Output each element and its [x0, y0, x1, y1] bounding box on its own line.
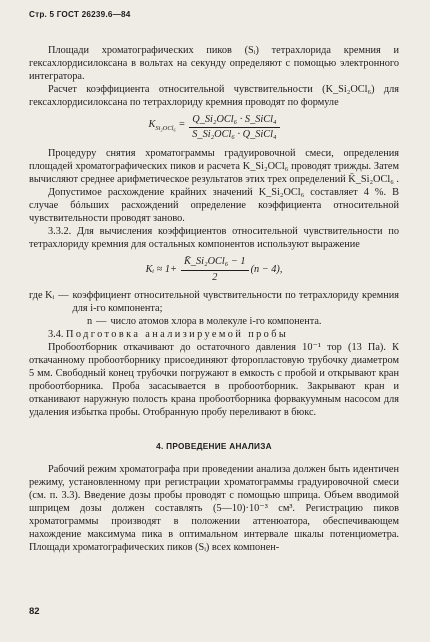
section-4-heading: 4. ПРОВЕДЕНИЕ АНАЛИЗА: [156, 442, 272, 452]
formula-component-coefficient: [29, 256, 399, 285]
paragraph-triple-procedure: Процедуру снятия хроматограммы градуировочной смеси, определения площадей хроматографических пиков и расчета K_Si₂OCl₆ проводят трижды. Затем вычисляют среднее арифметическое результатов этих трех определений K̄_Si₂OCl₆ .: [29, 148, 399, 186]
formula1-fraction: [189, 114, 279, 143]
subsection-3-4-number: 3.4.: [48, 329, 64, 341]
subsection-3-4-title: Подготовка анализируемой пробы: [66, 329, 289, 341]
formula2-denominator: 2: [212, 271, 218, 283]
formula2-numerator: K̄_Si₂OCl₆ − 1: [181, 256, 249, 271]
formula1-numerator: Q_Si₂OCl₆ · S_SiCl₄: [189, 114, 279, 129]
formula1-lhs: $K_{Si_2OCl_6}$ =: [148, 119, 186, 133]
paragraph-3-3-2: 3.3.2. Для вычисления коэффициентов относительной чувствительности по тетрахлориду кремния для остальных компонентов используют выражение: [29, 225, 399, 250]
formula-sensitivity-coefficient: [29, 114, 399, 143]
definition-n: [29, 316, 399, 329]
page-number: 82: [29, 606, 40, 617]
paragraph-analysis-mode: Рабочий режим хроматографа при проведении анализа должен быть идентичен режиму, установленному при регистрации хроматограммы градуировочной смеси (см. п. 3.3). Введение дозы пробы проводят с помощью шприца. Объем вводимой шприцем дозы должен составлять (5—10)·10⁻³ см³. Регистрацию пиков хроматограммы производят в положении аттенюатора, обеспечивающем нахождение максимума пика в оптимальном интервале шкалы потенциометра. Площади хроматографических пиков (Sᵢ) всех компонен-: [29, 464, 399, 553]
paragraph-peak-areas: Площади хроматографических пиков (Sᵢ) тетрахлорида кремния и гексахлордисилоксана в вольтах на секунду определяют с помощью электронного интегратора.: [29, 45, 399, 82]
page-header: Стр. 5 ГОСТ 26239.6—84: [29, 10, 131, 19]
paragraph-sensitivity-calc: Расчет коэффициента относительной чувствительности (K_Si₂OCl₆) для гексахлордисилоксана по тетрахлориду кремния проводят по формуле: [29, 83, 399, 108]
definition-n-term: n: [87, 316, 93, 328]
paragraph-tolerance: Допустимое расхождение крайних значений K_Si₂OCl₆ составляет 4 %. В случае бóльших расхождений определение коэффициента относительной чувствительности проводят заново.: [29, 187, 399, 224]
definition-ki-text: коэффициент относительной чувствительности по тетрахлориду кремния для i-го компонента;: [72, 290, 399, 315]
formula2-rhs: (n − 4),: [250, 263, 283, 275]
definition-ki-dash: —: [58, 290, 69, 302]
definition-ki: [29, 290, 399, 316]
paragraph-sample-prep: Пробоотборник откачивают до остаточного давления 10⁻¹ тор (13 Па). К откачанному пробоотборнику присоединяют фторопластовую трубочку диаметром 5 мм. Свободный конец трубочки погружают в емкость с пробой и открывают кран пробоотборника. Проба засасывается в пробоотборник. Закрывают кран и отканивают наружную полость крана пробоотборника форвакуумным насосом для удаления избытка пробы. Отобранную пробу переливают в бюкс.: [29, 342, 399, 418]
definition-n-dash: —: [96, 316, 107, 328]
subsection-3-4-heading: [29, 329, 399, 342]
formula2-lhs: Kᵢ ≈ 1+: [145, 263, 177, 275]
document-body: [29, 45, 399, 555]
formula2-fraction: [181, 256, 249, 285]
definition-n-text: число атомов хлора в молекуле i-го компонента.: [110, 316, 322, 328]
definition-ki-term: где Kᵢ: [29, 290, 55, 302]
formula1-denominator: S_Si₂OCl₆ · Q_SiCl₄: [192, 129, 277, 141]
